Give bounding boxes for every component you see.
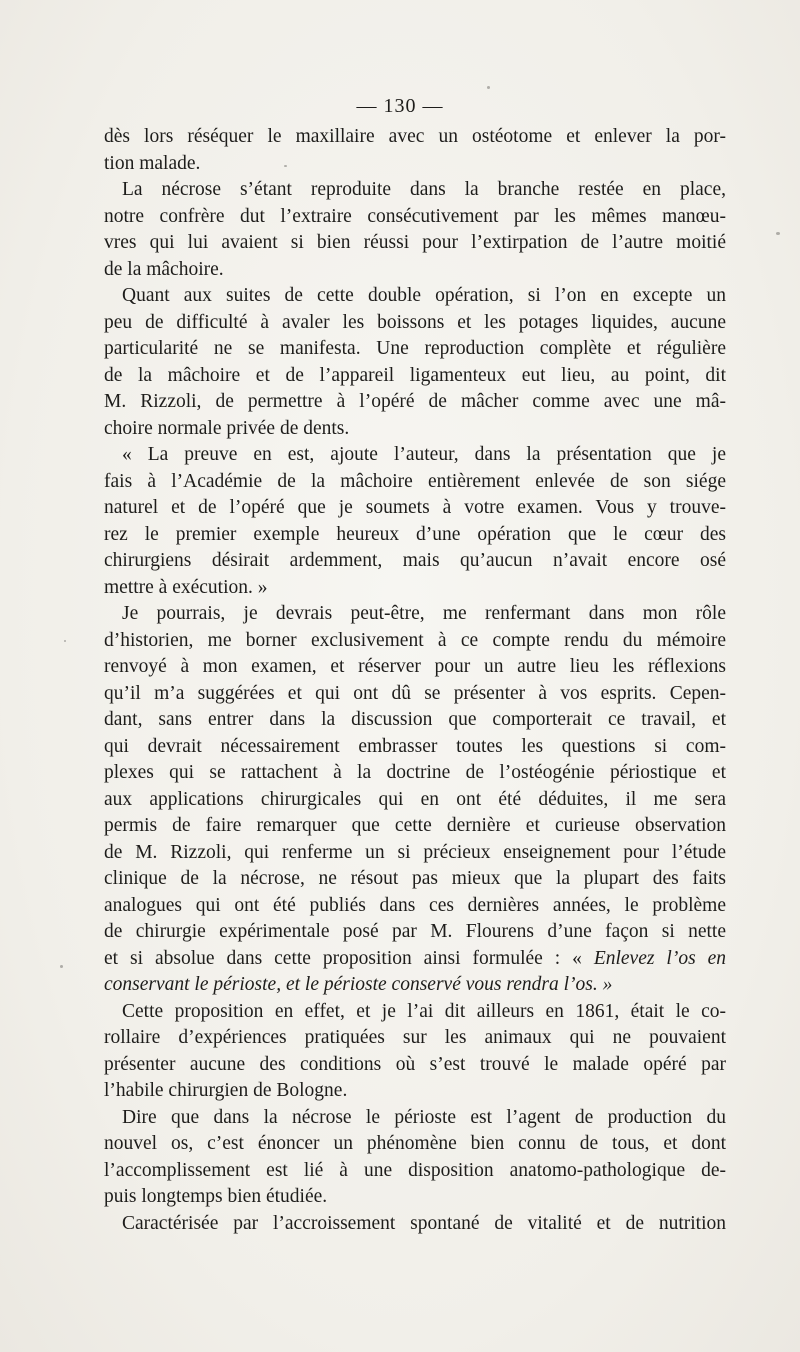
text-line: aux applications chirurgicales qui en ont été déduites, il me sera [104,788,726,810]
text-line: de la mâchoire et de l’appareil ligamenteux eut lieu, au point, dit [104,364,726,386]
page-number: — 130 — [356,95,444,117]
text-line: de M. Rizzoli, qui renferme un si précieux enseignement pour l’étude [104,841,726,863]
text-line: plexes qui se rattachent à la doctrine de l’ostéogénie périostique et [104,762,726,783]
text-line: La nécrose s’étant reproduite dans la branche restée en place, [122,179,726,200]
text-line-italic: conservant le périoste, et le périoste conservé vous rendra l’os. » [104,974,613,995]
paper-speck [60,965,63,968]
text-line: de chirurgie expérimentale posé par M. Flourens d’une façon si nette [104,921,726,942]
paper-speck [64,640,66,642]
text-line: permis de faire remarquer que cette dernière et curieuse observation [104,815,726,836]
text-line: qui devrait nécessairement embrasser toutes les questions si com- [104,735,726,757]
text-line: dès lors réséquer le maxillaire avec un ostéotome et enlever la por- [104,126,726,147]
text-line: tion malade. [104,152,201,174]
text-line: l’habile chirurgien de Bologne. [104,1080,348,1101]
text-line: Je pourrais, je devrais peut-être, me renfermant dans mon rôle [122,603,726,624]
text-line: d’historien, me borner exclusivement à ce compte rendu du mémoire [104,629,726,651]
text-line: qu’il m’a suggérées et qui ont dû se présenter à vos esprits. Cepen- [104,682,726,704]
text-line-mixed-italic [104,946,726,973]
text-line: puis longtemps bien étudiée. [104,1186,328,1207]
text-line: rez le premier exemple heureux d’une opération que le cœur des [104,523,726,545]
body-text [104,124,726,1237]
paper-speck [776,232,780,235]
text-line: « La preuve en est, ajoute l’auteur, dans la présentation que je [122,444,726,465]
text-line: vres qui lui avaient si bien réussi pour l’extirpation de l’autre moitié [104,232,726,253]
text-line: présenter aucune des conditions où s’est trouvé le malade opéré par [104,1053,726,1075]
text-line-italic-part: Enlevez l’os en [593,947,726,969]
text-line: mettre à exécution. » [104,576,268,598]
text-line: clinique de la nécrose, ne résout pas mieux que la plupart des faits [104,868,726,889]
text-line: M. Rizzoli, de permettre à l’opéré de mâcher comme avec une mâ- [104,391,726,412]
text-line: chirurgiens désirait ardemment, mais qu’aucun n’avait encore osé [104,550,726,571]
text-line: Cette proposition en effet, et je l’ai dit ailleurs en 1861, était le co- [122,1000,726,1022]
text-line: peu de difficulté à avaler les boissons et les potages liquides, aucune [104,311,726,333]
paper-speck [284,165,287,167]
text-line: particularité ne se manifesta. Une reproduction complète et régulière [104,338,726,359]
text-line: choire normale privée de dents. [104,417,350,439]
text-line: rollaire d’expériences pratiquées sur les animaux qui ne pouvaient [104,1027,726,1048]
text-line: fais à l’Académie de la mâchoire entièrement enlevée de son siége [104,470,726,492]
text-line: notre confrère dut l’extraire consécutivement par les mêmes manœu- [104,205,726,227]
text-line: Dire que dans la nécrose le périoste est l’agent de production du [122,1106,726,1128]
text-line: Caractérisée par l’accroissement spontané de vitalité et de nutrition [122,1212,726,1234]
text-line: analogues qui ont été publiés dans ces dernières années, le problème [104,894,726,916]
text-line: Quant aux suites de cette double opération, si l’on en excepte un [122,285,726,306]
text-line: dant, sans entrer dans la discussion que comporterait ce travail, et [104,709,726,730]
text-line: l’accomplissement est lié à une disposition anatomo-pathologique de- [104,1159,726,1181]
text-line: nouvel os, c’est énoncer un phénomène bien connu de tous, et dont [104,1133,726,1154]
text-line: naturel et de l’opéré que je soumets à votre examen. Vous y trouve- [104,497,726,518]
text-line: de la mâchoire. [104,258,224,280]
text-line-roman-part: et si absolue dans cette proposition ainsi formulée : « [104,947,594,969]
text-line: renvoyé à mon examen, et réserver pour un autre lieu les réflexions [104,656,726,677]
paper-speck [487,86,490,89]
